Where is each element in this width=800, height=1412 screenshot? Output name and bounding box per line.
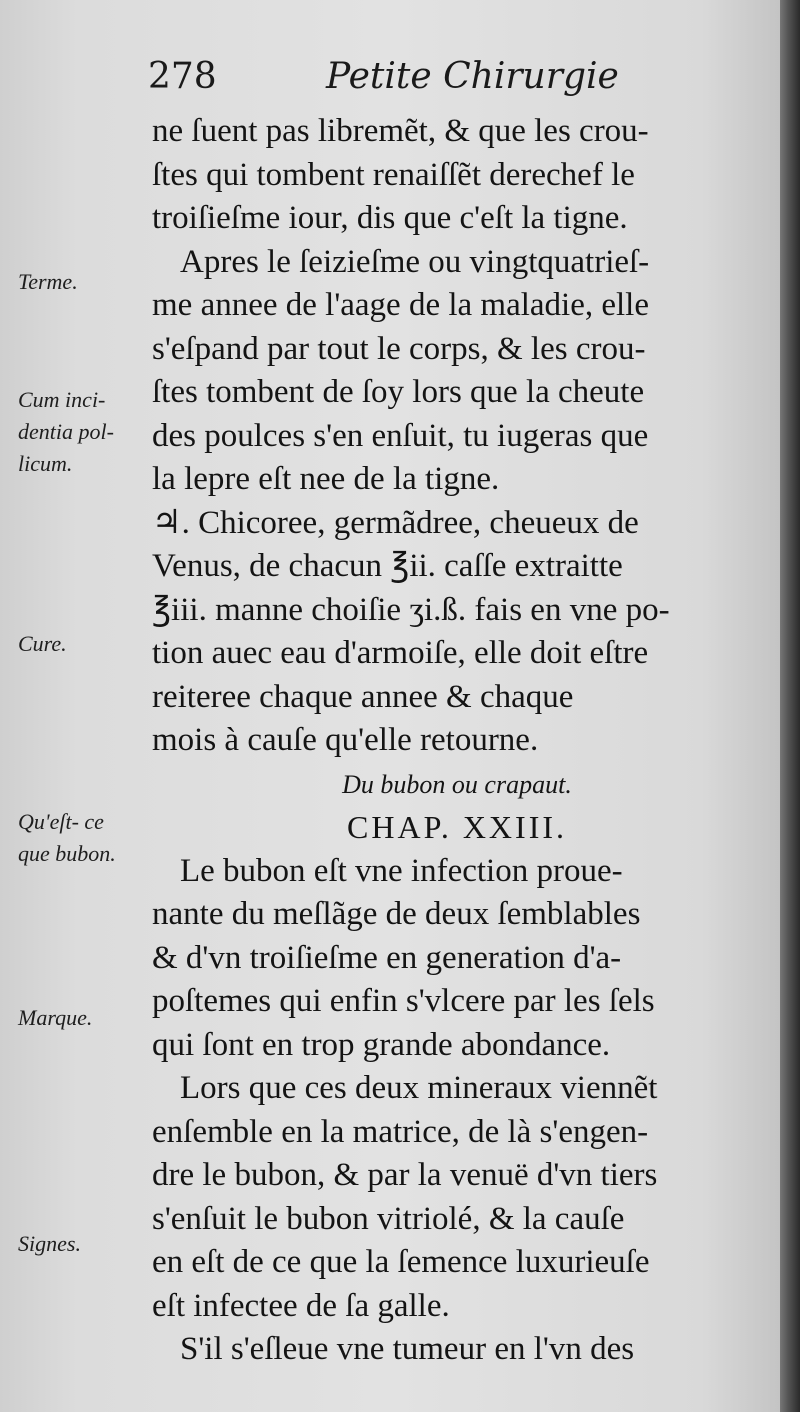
text-line: Venus, de chacun ℥ii. caſſe extraitte [152, 548, 623, 584]
margin-notes [18, 0, 153, 1412]
text-line: me annee de l'aage de la maladie, elle [152, 287, 649, 323]
text-line: enſemble en la matrice, de là s'engen- [152, 1113, 649, 1150]
text-line: qui ſont en trop grande abondance. [152, 1026, 611, 1063]
margin-note-cum-incidentia [18, 384, 114, 480]
chapter-heading: CHAP. XXIII. [347, 809, 567, 845]
section-subheading: Du bubon ou crapaut. [342, 769, 572, 799]
margin-note-line: Signes. [18, 1231, 81, 1256]
text-line: Apres le ſeizieſme ou vingtquatrieſ- [180, 243, 650, 280]
text-line: mois à cauſe qu'elle retourne. [152, 722, 539, 758]
text-line: reiteree chaque annee & chaque [152, 678, 574, 715]
text-line: s'enſuit le bubon vitriolé, & la cauſe [152, 1200, 625, 1237]
margin-note-line: que bubon. [18, 841, 116, 866]
text-line: ſtes tombent de ſoy lors que la cheute [152, 374, 645, 410]
text-line: la lepre eſt nee de la tigne. [152, 461, 500, 497]
text-line: troiſieſme iour, dis que c'eſt la tigne. [152, 200, 628, 236]
text-line: eſt infectee de ſa galle. [152, 1287, 450, 1324]
page-number: 278 [148, 56, 217, 97]
margin-note-line: Cure. [18, 631, 67, 656]
text-line: tion auec eau d'armoiſe, elle doit eſtre [152, 635, 649, 671]
text-line: Lors que ces deux mineraux viennẽt [180, 1070, 658, 1106]
text-line: nante du meſlãge de deux ſemblables [152, 896, 641, 932]
running-title: Petite Chirurgie [326, 56, 619, 97]
text-line: s'eſpand par tout le corps, & les crou- [152, 330, 646, 367]
text-line: S'il s'eſleue vne tumeur en l'vn des [180, 1331, 635, 1367]
margin-note-line: Marque. [18, 1005, 93, 1030]
text-line: poſtemes qui enfin s'vlcere par les ſels [152, 983, 655, 1019]
text-line: ℥iii. manne choiſie ʒi.ß. fais en vne po- [152, 591, 670, 628]
running-head [148, 56, 748, 106]
margin-note-line: dentia pol- [18, 419, 114, 444]
margin-note-line: licum. [18, 451, 73, 476]
margin-note-terme [18, 266, 78, 298]
text-line: des poulces s'en enſuit, tu iugeras que [152, 417, 649, 454]
text-line: Le bubon eſt vne infection proue- [180, 852, 623, 889]
margin-note-line: Cum inci- [18, 387, 106, 412]
page-edge [780, 0, 800, 1412]
body-text [152, 110, 742, 1372]
margin-note-line: Qu'eſt- ce [18, 809, 104, 834]
text-line: ſtes qui tombent renaiſſẽt derechef le [152, 156, 635, 193]
margin-note-marque [18, 1002, 92, 1034]
text-line: dre le bubon, & par la venuë d'vn tiers [152, 1157, 658, 1193]
margin-note-line: Terme. [18, 269, 78, 294]
margin-note-quest-ce-que-bubon [18, 806, 116, 870]
text-line: en eſt de ce que la ſemence luxurieuſe [152, 1244, 650, 1280]
text-line: & d'vn troiſieſme en generation d'a- [152, 939, 622, 976]
margin-note-cure [18, 628, 67, 660]
text-line: ♃. Chicoree, germãdree, cheueux de [152, 504, 639, 541]
margin-note-signes [18, 1228, 81, 1260]
text-line: ne ſuent pas libremẽt, & que les crou- [152, 113, 649, 149]
